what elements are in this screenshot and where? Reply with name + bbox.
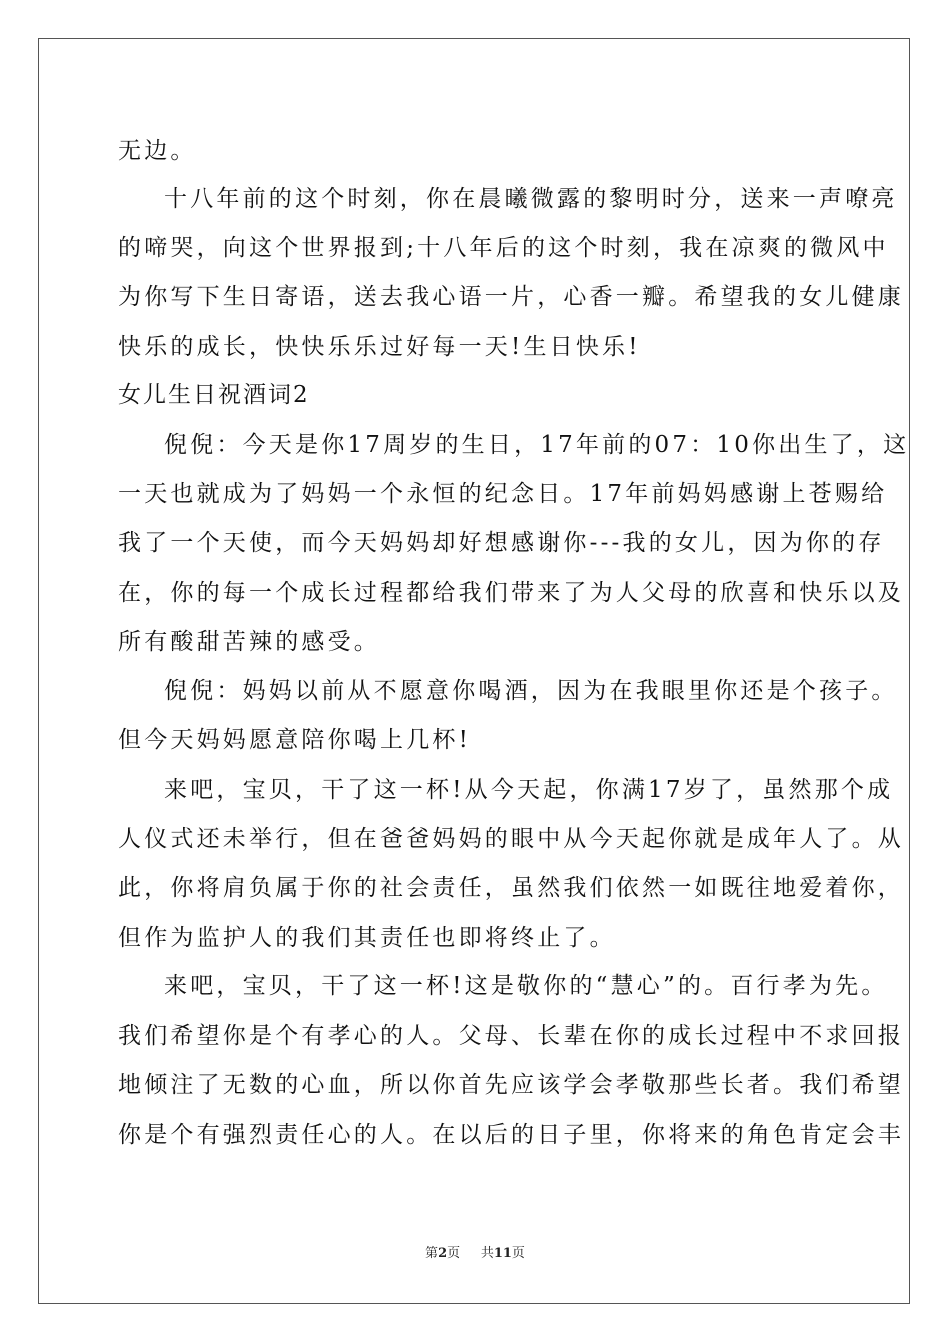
paragraph-line: 倪倪：妈妈以前从不愿意你喝酒，因为在我眼里你还是个孩子。 [164,678,898,704]
page-number: 第2页 [425,1246,461,1261]
paragraph-line: 你是个有强烈责任心的人。在以后的日子里，你将来的角色肯定会丰 [118,1122,904,1148]
paragraph-line: 的啼哭，向这个世界报到;十八年后的这个时刻，我在凉爽的微风中 [118,235,889,261]
paragraph-line: 我们希望你是个有孝心的人。父母、长辈在你的成长过程中不求回报 [118,1023,904,1049]
paragraph-line: 为你写下生日寄语，送去我心语一片，心香一瓣。希望我的女儿健康 [118,284,904,310]
page-border [38,38,910,1304]
paragraph-line: 一天也就成为了妈妈一个永恒的纪念日。17年前妈妈感谢上苍赐给 [118,481,888,507]
paragraph-line: 十八年前的这个时刻，你在晨曦微露的黎明时分，送来一声嘹亮 [164,186,898,212]
paragraph-line: 此，你将肩负属于你的社会责任，虽然我们依然一如既往地爱着你， [118,875,904,901]
paragraph-line: 来吧，宝贝，干了这一杯!从今天起，你满17岁了，虽然那个成 [164,777,894,803]
paragraph-line: 无边。 [118,138,197,164]
paragraph-line: 地倾注了无数的心血，所以你首先应该学会孝敬那些长者。我们希望 [118,1072,904,1098]
paragraph-line: 人仪式还未举行，但在爸爸妈妈的眼中从今天起你就是成年人了。从 [118,826,904,852]
paragraph-line: 倪倪：今天是你17周岁的生日，17年前的07：10你出生了，这 [164,432,910,458]
paragraph-line: 我了一个天使，而今天妈妈却好想感谢你---我的女儿，因为你的存 [118,530,885,556]
paragraph-line: 但作为监护人的我们其责任也即将终止了。 [118,925,616,951]
paragraph-line: 在，你的每一个成长过程都给我们带来了为人父母的欣喜和快乐以及 [118,580,904,606]
paragraph-line: 来吧，宝贝，干了这一杯!这是敬你的“慧心”的。百行孝为先。 [164,973,888,999]
paragraph-line: 快乐的成长，快快乐乐过好每一天!生日快乐! [118,334,641,360]
paragraph-line: 所有酸甜苦辣的感受。 [118,629,380,655]
section-heading: 女儿生日祝酒词2 [118,382,310,408]
page-total: 共11页 [480,1246,525,1261]
paragraph-line: 但今天妈妈愿意陪你喝上几杯! [118,727,472,753]
page-footer [0,1246,950,1262]
